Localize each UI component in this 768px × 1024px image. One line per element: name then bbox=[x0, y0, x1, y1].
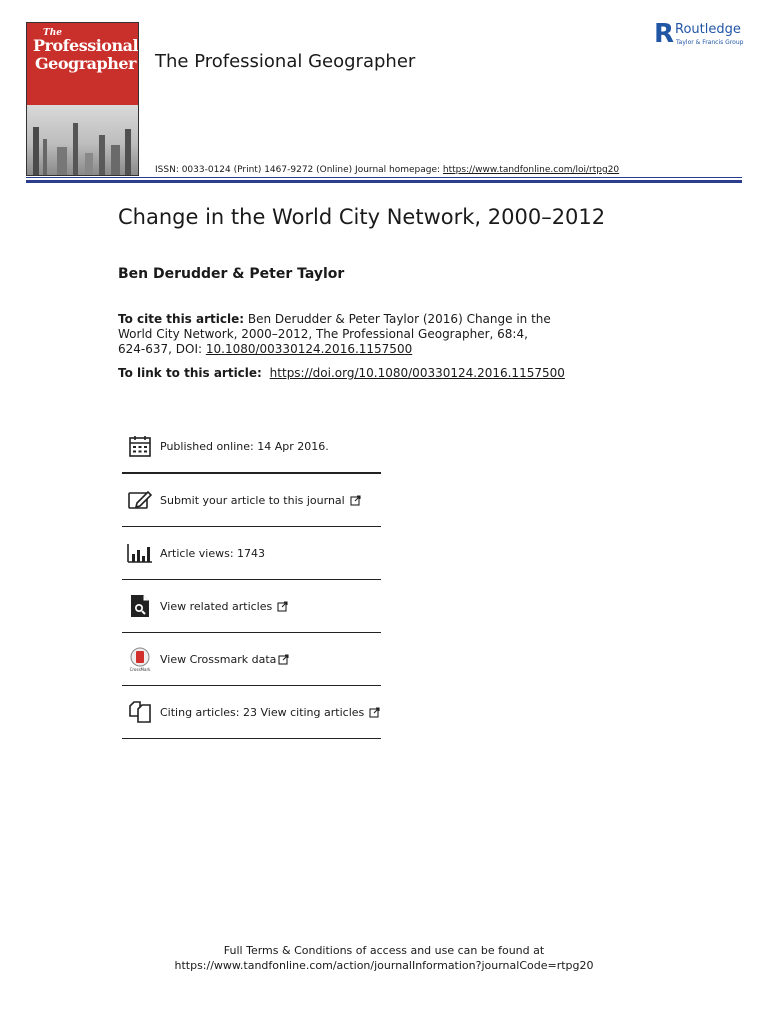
issn-line bbox=[155, 165, 619, 175]
svg-text:CrossMark: CrossMark bbox=[129, 667, 151, 672]
citing-articles-link[interactable]: Citing articles: 23 View citing articles bbox=[160, 705, 365, 719]
related-articles-link[interactable]: View related articles bbox=[160, 599, 273, 613]
link-block bbox=[118, 366, 565, 380]
footer-terms-link[interactable]: https://www.tandfonline.com/action/journalInformation?journalCode=rtpg20 bbox=[174, 959, 594, 972]
article-views: Article views: 1743 bbox=[160, 546, 266, 560]
article-views-row bbox=[122, 527, 381, 580]
calendar-icon bbox=[127, 434, 153, 458]
journal-homepage-link[interactable]: https://www.tandfonline.com/loi/rtpg20 bbox=[442, 165, 620, 175]
bar-chart-icon bbox=[127, 541, 153, 565]
crossmark-icon bbox=[127, 647, 153, 671]
cite-text: Ben Derudder & Peter Taylor (2016) Change in the World City Network, 2000–2012, The Professional Geographer, 68:4, 624-637, DOI: bbox=[118, 312, 551, 356]
external-link-icon bbox=[278, 650, 289, 669]
link-label: To link to this article: bbox=[118, 366, 262, 380]
cover-photo bbox=[27, 105, 138, 175]
journal-cover-image bbox=[26, 22, 139, 176]
cover-title bbox=[33, 29, 137, 72]
routledge-r-icon: R bbox=[654, 19, 675, 49]
edit-icon bbox=[127, 488, 153, 512]
article-title: Change in the World City Network, 2000–2012 bbox=[118, 205, 606, 229]
doi-link[interactable]: https://doi.org/10.1080/00330124.2016.1157500 bbox=[269, 366, 565, 380]
cite-doi-link[interactable]: 10.1080/00330124.2016.1157500 bbox=[205, 342, 413, 356]
citing-articles-row[interactable] bbox=[122, 686, 381, 739]
header-rule-thin bbox=[26, 177, 742, 178]
external-link-icon bbox=[369, 703, 380, 722]
crossmark-link[interactable]: View Crossmark data bbox=[160, 652, 277, 666]
cover-title-the: The bbox=[43, 28, 62, 38]
external-link-icon bbox=[277, 597, 288, 616]
cover-title-word1: Professional bbox=[33, 36, 139, 55]
crossmark-row[interactable] bbox=[122, 633, 381, 686]
external-link-icon bbox=[350, 491, 361, 510]
copy-documents-icon bbox=[127, 700, 153, 724]
publisher-logo bbox=[654, 21, 746, 51]
footer-terms-text: Full Terms & Conditions of access and use can be found at bbox=[223, 944, 545, 957]
publisher-subname: Taylor & Francis Group bbox=[676, 39, 744, 46]
submit-article-row[interactable] bbox=[122, 474, 381, 527]
cover-title-word2: Geographer bbox=[35, 54, 136, 73]
cite-label: To cite this article: bbox=[118, 312, 245, 326]
related-articles-row[interactable] bbox=[122, 580, 381, 633]
citation-block bbox=[118, 312, 558, 357]
header-rule bbox=[26, 180, 742, 183]
footer bbox=[0, 943, 768, 973]
submit-article-link[interactable]: Submit your article to this journal bbox=[160, 493, 345, 507]
published-date: Published online: 14 Apr 2016. bbox=[160, 439, 329, 453]
article-metadata-list bbox=[122, 420, 381, 739]
published-row bbox=[122, 420, 381, 474]
issn-text: ISSN: 0033-0124 (Print) 1467-9272 (Online) Journal homepage: bbox=[155, 165, 443, 175]
publisher-name: Routledge bbox=[675, 22, 741, 37]
journal-name: The Professional Geographer bbox=[155, 51, 416, 72]
article-authors: Ben Derudder & Peter Taylor bbox=[118, 266, 345, 282]
document-search-icon bbox=[127, 594, 153, 618]
